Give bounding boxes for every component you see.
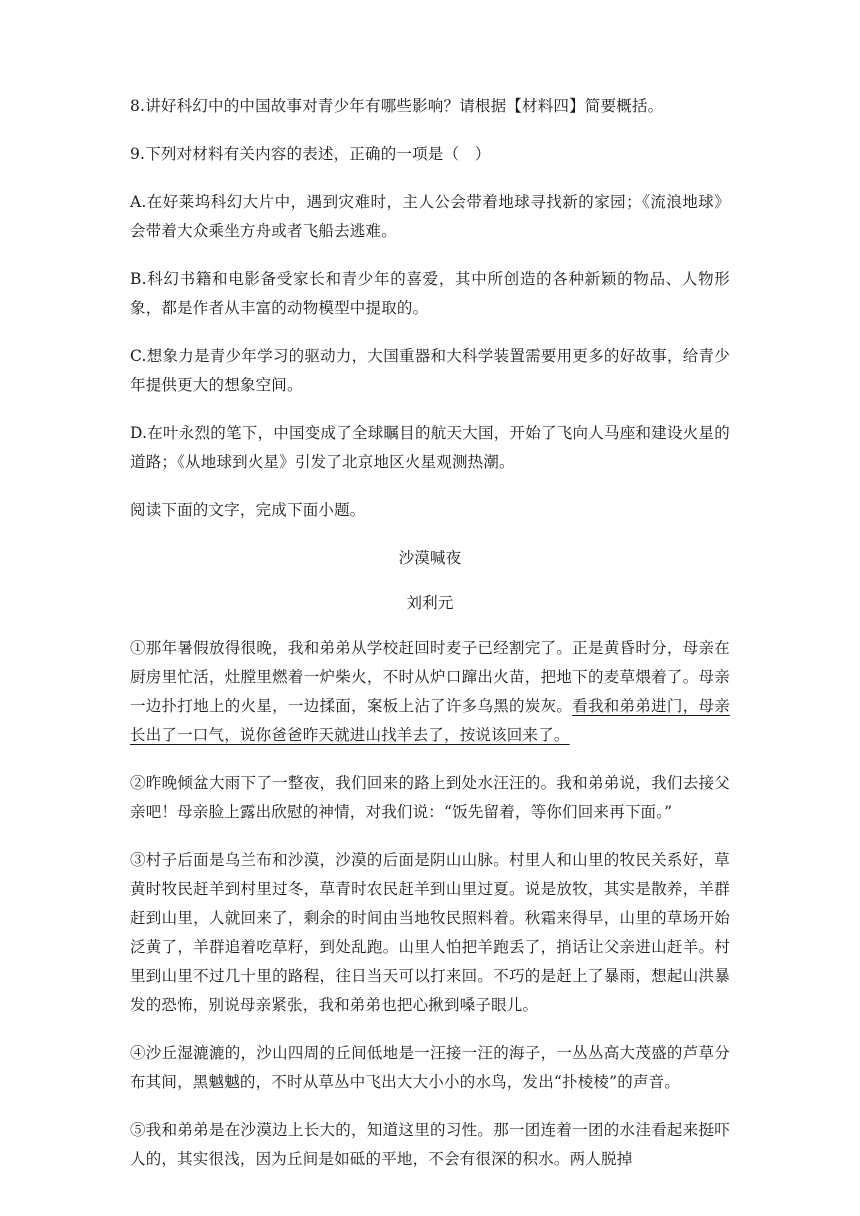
option-d: D.在叶永烈的笔下，中国变成了全球瞩目的航天大国，开始了飞向人马座和建设火星的道路；《从地球到火星》引发了北京地区火星观测热潮。 bbox=[130, 424, 730, 471]
document-page bbox=[130, 92, 730, 1193]
paragraph-1 bbox=[130, 634, 730, 750]
option-c: C.想象力是青少年学习的驱动力，大国重器和大科学装置需要用更多的好故事，给青少年提供更大的想象空间。 bbox=[130, 347, 730, 394]
reading-instruction: 阅读下面的文字，完成下面小题。 bbox=[130, 501, 366, 519]
paragraph-3: ③村子后面是乌兰布和沙漠，沙漠的后面是阴山山脉。村里人和山里的牧民关系好，草黄时牧民赶羊到村里过冬，草青时农民赶羊到山里过夏。说是放牧，其实是散养，羊群赶到山里，人就回来了，剩余的时间由当地牧民照料着。秋霜来得早，山里的草场开始泛黄了，羊群追着吃草籽，到处乱跑。山里人怕把羊跑丢了，捎话让父亲进山赶羊。村里到山里不过几十里的路程，往日当天可以打来回。不巧的是赶上了暴雨，想起山洪暴发的恐怖，别说母亲紧张，我和弟弟也把心揪到嗓子眼儿。 bbox=[130, 851, 730, 1014]
option-b: B.科幻书籍和电影备受家长和青少年的喜爱，其中所创造的各种新颖的物品、人物形象，都是作者从丰富的动物模型中提取的。 bbox=[130, 270, 730, 317]
passage-title: 沙漠喊夜 bbox=[398, 549, 462, 567]
paragraph-4: ④沙丘湿漉漉的，沙山四周的丘间低地是一汪接一汪的海子，一丛丛高大茂盛的芦草分布其间，黑魆魆的，不时从草丛中飞出大大小小的水鸟，发出“扑棱棱”的声音。 bbox=[130, 1044, 730, 1091]
option-a: A.在好莱坞科幻大片中，遇到灾难时，主人公会带着地球寻找新的家园；《流浪地球》会带着大众乘坐方舟或者飞船去逃难。 bbox=[130, 193, 730, 240]
question-8: 8.讲好科幻中的中国故事对青少年有哪些影响？请根据【材料四】简要概括。 bbox=[130, 97, 664, 115]
paragraph-2: ②昨晚倾盆大雨下了一整夜，我们回来的路上到处水汪汪的。我和弟弟说，我们去接父亲吧！母亲脸上露出欣慰的神情，对我们说：“饭先留着，等你们回来再下面。” bbox=[130, 774, 730, 821]
passage-author: 刘利元 bbox=[406, 594, 454, 612]
paragraph-1-text: ①那年暑假放得很晚，我和弟弟从学校赶回时麦子已经割完了。正是黄昏时分，母亲在厨房里忙活，灶膛里燃着一炉柴火，不时从炉口蹿出火苗，把地下的麦草煨着了。母亲一边扑打地上的火星，一边揉面，案板上沾了许多乌黑的炭灰。 bbox=[130, 639, 730, 715]
question-9: 9.下列对材料有关内容的表述，正确的一项是（ ） bbox=[130, 145, 491, 163]
paragraph-5: ⑤我和弟弟是在沙漠边上长大的，知道这里的习性。那一团连着一团的水洼看起来挺吓人的，其实很浅，因为丘间是如砥的平地，不会有很深的积水。两人脱掉 bbox=[130, 1121, 730, 1168]
paragraph-1-underlined-sentence: 看我和弟弟进门，母亲长出了一口气，说你爸爸昨天就进山找羊去了，按说该回来了。 bbox=[130, 697, 730, 744]
